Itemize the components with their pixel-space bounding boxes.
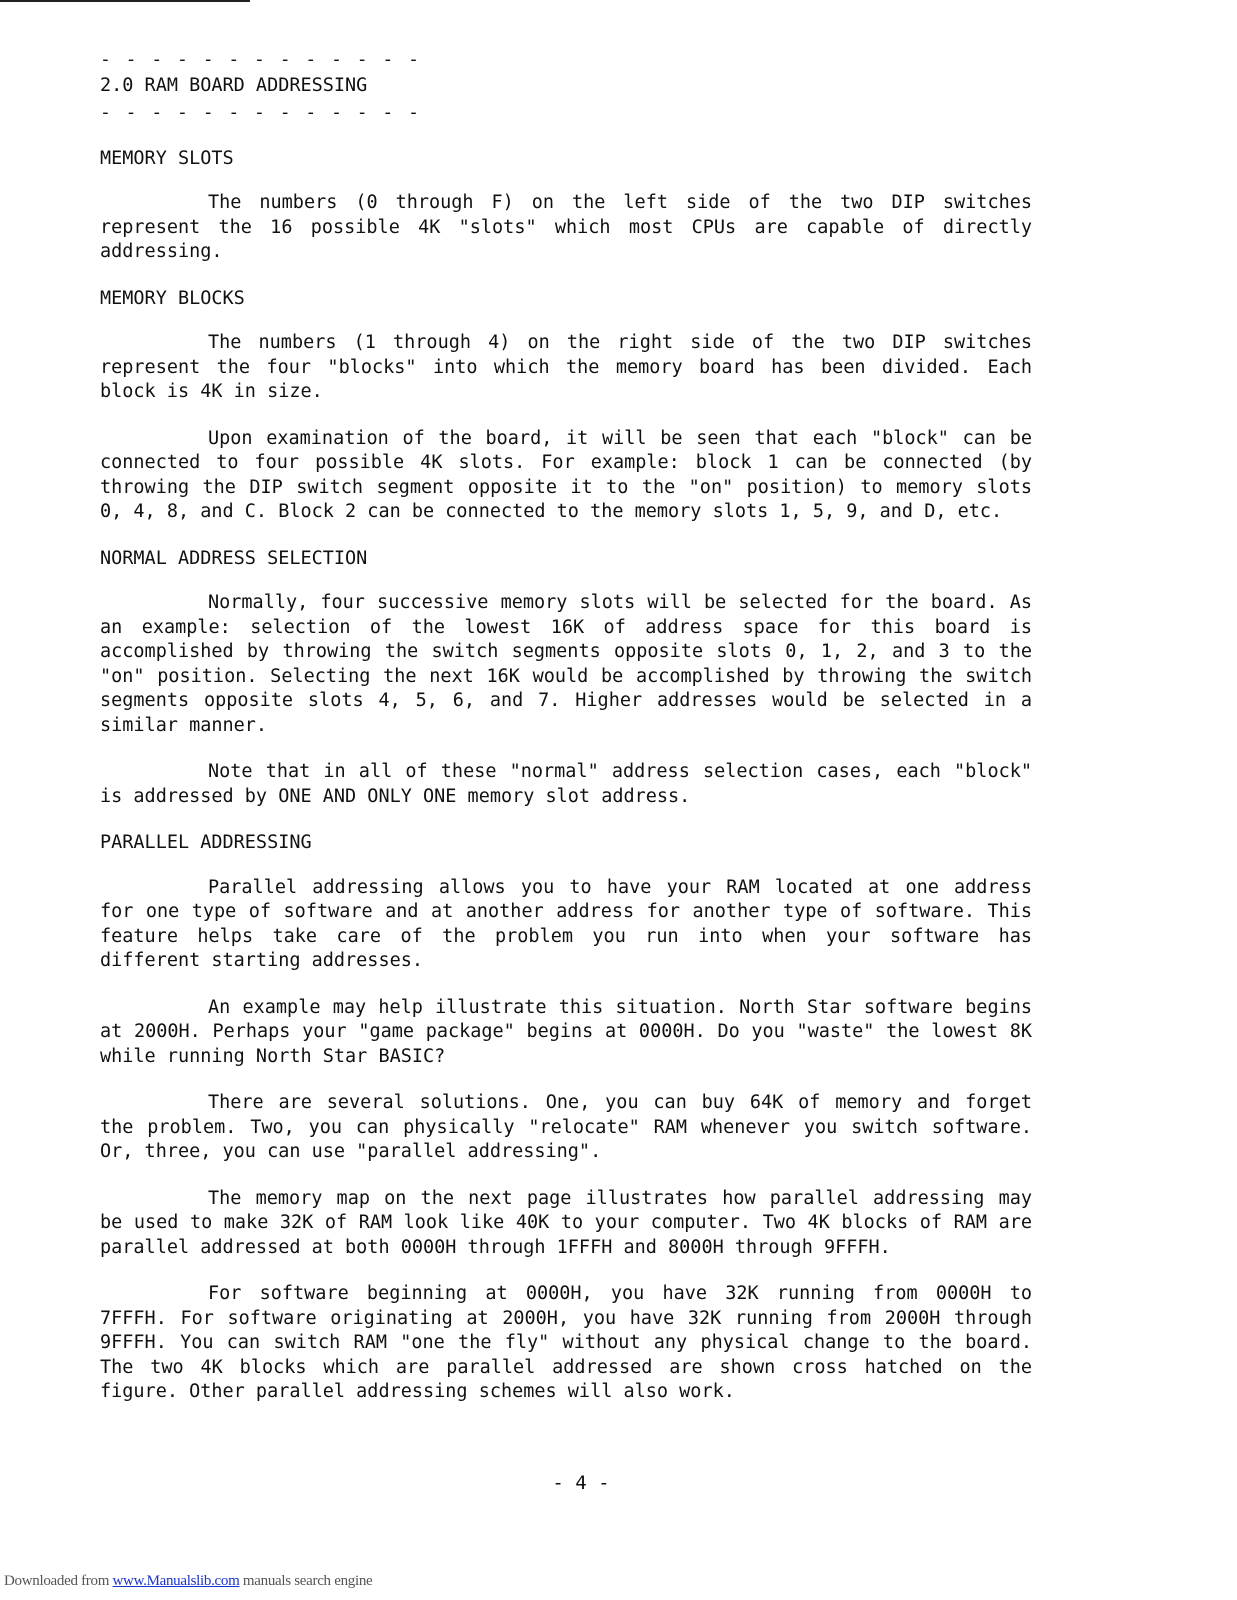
title-rule-bottom: - - - - - - - - - - - - -: [100, 101, 421, 123]
manualslib-link[interactable]: www.Manualslib.com: [112, 1573, 240, 1589]
paragraph: For software beginning at 0000H, you have 32K running from 0000H to 7FFFH. For software originating at 2000H, you have 32K running from 2000H through 9FFFH. You can switch RAM "one the fly" without any physical change to the board. The two 4K blocks which are parallel addressed are shown cross hatched on the figure. Other parallel addressing schemes will also work.: [100, 1283, 1032, 1402]
document-page: [100, 48, 1032, 1405]
paragraph: Note that in all of these "normal" address selection cases, each "block" is addressed by ONE AND ONLY ONE memory slot address.: [100, 761, 1032, 807]
download-footer: [4, 1573, 372, 1590]
section-heading-parallel-addressing: PARALLEL ADDRESSING: [100, 832, 312, 853]
paragraph: Normally, four successive memory slots will be selected for the board. As an example: selection of the lowest 16K of address space for this board is accomplished by throwing the switch segments opposite slots 0, 1, 2, and 3 to the "on" position. Selecting the next 16K would be accomplished by throwing the switch segments opposite slots 4, 5, 6, and 7. Higher addresses would be selected in a similar manner.: [100, 592, 1032, 736]
paragraph: The numbers (1 through 4) on the right side of the two DIP switches represent the four "blocks" into which the memory board has been divided. Each block is 4K in size.: [100, 332, 1032, 402]
chapter-title: 2.0 RAM BOARD ADDRESSING: [100, 75, 368, 96]
section-heading-normal-address-selection: NORMAL ADDRESS SELECTION: [100, 547, 368, 569]
page-number: - 4 -: [552, 1472, 610, 1494]
paragraph: The memory map on the next page illustrates how parallel addressing may be used to make 32K of RAM look like 40K to your computer. Two 4K blocks of RAM are parallel addressed at both 0000H through 1FFFH and 8000H through 9FFFH.: [100, 1187, 1032, 1258]
footer-prefix: Downloaded from: [4, 1573, 113, 1589]
paragraph: The numbers (0 through F) on the left side of the two DIP switches represent the 16 possible 4K "slots" which most CPUs are capable of directly addressing.: [100, 192, 1032, 262]
section-heading-memory-blocks: MEMORY BLOCKS: [100, 287, 245, 309]
paragraph: Parallel addressing allows you to have your RAM located at one address for one type of software and at another address for another type of software. This feature helps take care of the problem you run into when your software has different starting addresses.: [100, 876, 1032, 971]
section-heading-memory-slots: MEMORY SLOTS: [100, 147, 234, 169]
footer-suffix: manuals search engine: [239, 1573, 373, 1589]
title-rule-top: - - - - - - - - - - - - -: [100, 49, 421, 70]
top-rule: [0, 0, 250, 2]
paragraph: An example may help illustrate this situation. North Star software begins at 2000H. Perhaps your "game package" begins at 0000H. Do you "waste" the lowest 8K while running North Star BASIC?: [100, 996, 1032, 1067]
paragraph: There are several solutions. One, you can buy 64K of memory and forget the problem. Two, you can physically "relocate" RAM whenever you switch software. Or, three, you can use "parallel addressing".: [100, 1092, 1032, 1162]
paragraph: Upon examination of the board, it will be seen that each "block" can be connected to four possible 4K slots. For example: block 1 can be connected (by throwing the DIP switch segment opposite it to the "on" position) to memory slots 0, 4, 8, and C. Block 2 can be connected to the memory slots 1, 5, 9, and D, etc.: [100, 427, 1032, 522]
